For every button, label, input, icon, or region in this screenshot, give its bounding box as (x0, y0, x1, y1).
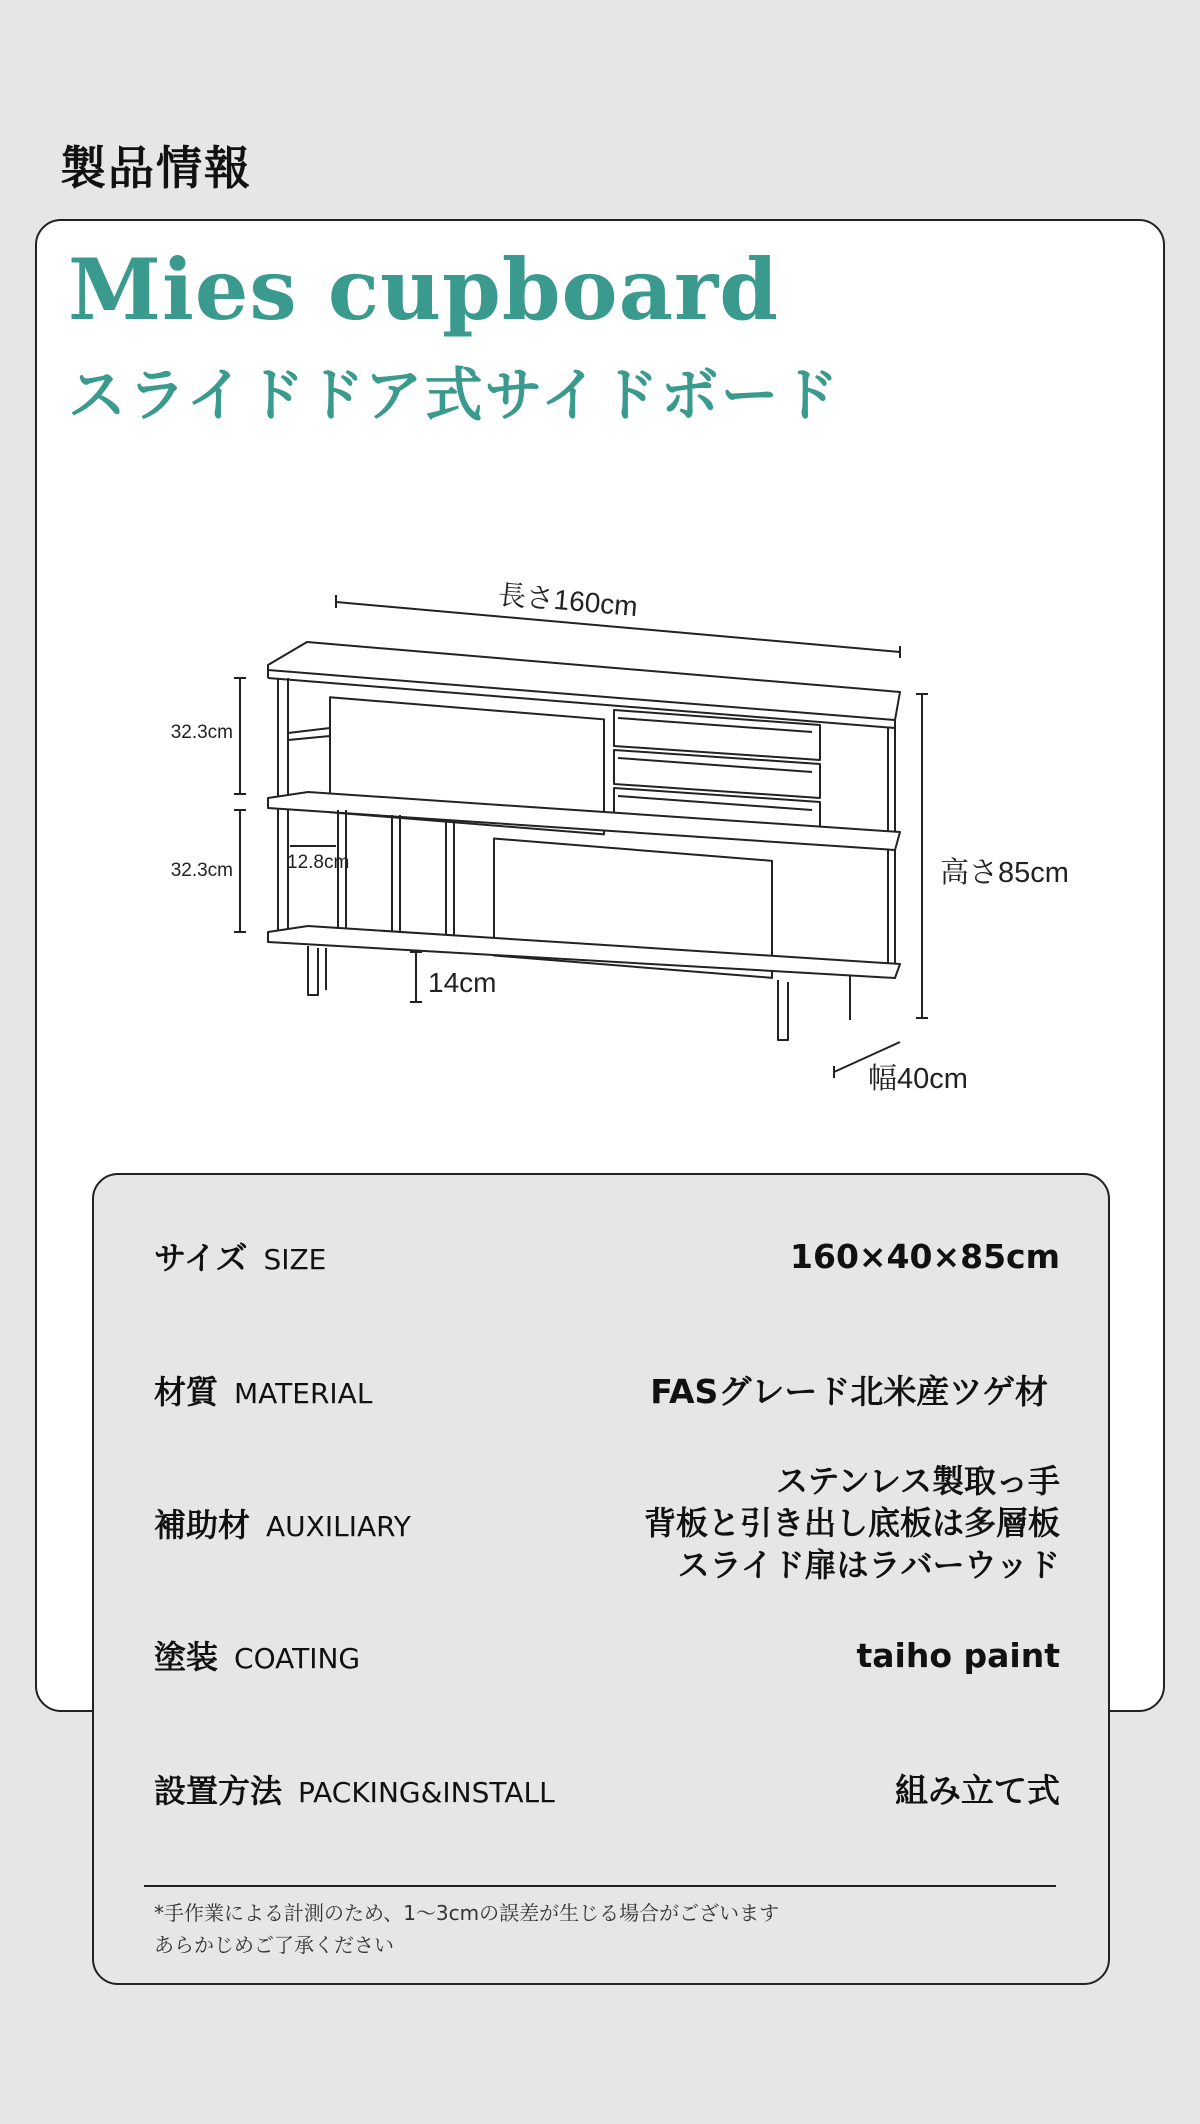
spec-coating-jp: 塗装 (154, 1638, 219, 1676)
spec-material-en: MATERIAL (234, 1376, 373, 1410)
spec-row-coating (154, 1632, 1060, 1678)
height-label: 高さ85cm (940, 857, 1069, 889)
shelf-lower-label: 32.3cm (170, 860, 233, 881)
cupboard-dimension-diagram (140, 570, 1100, 1110)
note-divider (144, 1885, 1056, 1887)
spec-auxiliary-line-1: ステンレス製取っ手 (775, 1462, 1060, 1500)
spec-label-material (154, 1367, 372, 1413)
depth-label: 幅40cm (868, 1063, 968, 1095)
leg-label: 14cm (428, 967, 497, 998)
spec-coating-en: COATING (234, 1642, 361, 1675)
spec-label-coating (154, 1632, 360, 1678)
length-label: 長さ160cm (496, 578, 639, 623)
spec-row-auxiliary (154, 1460, 1060, 1586)
measurement-note (154, 1897, 779, 1961)
spec-coating-value: taiho paint (856, 1635, 1060, 1675)
spec-row-install (154, 1765, 1060, 1812)
spec-auxiliary-value (644, 1460, 1060, 1586)
product-name: Mies cupboard (68, 240, 780, 339)
leg-right (778, 980, 788, 1040)
spec-size-jp: サイズ (154, 1239, 248, 1277)
note-line-1: *手作業による計測のため、1～3cmの誤差が生じる場合がございます (154, 1901, 780, 1925)
spec-size-value: 160×40×85cm (790, 1236, 1060, 1276)
spec-install-jp: 設置方法 (154, 1771, 283, 1810)
spec-label-size (154, 1233, 326, 1279)
shelf-upper-label: 32.3cm (170, 722, 233, 743)
spec-row-size (154, 1233, 1060, 1279)
spec-install-en: PACKING&INSTALL (298, 1775, 555, 1809)
note-line-2: あらかじめご了承ください (154, 1933, 394, 1957)
spec-material-jp: 材質 (154, 1372, 219, 1411)
spec-label-auxiliary (154, 1500, 411, 1546)
spec-auxiliary-en: AUXILIARY (266, 1510, 411, 1543)
spec-size-en: SIZE (263, 1243, 327, 1276)
leg-left (308, 946, 318, 995)
spec-row-material (154, 1366, 1060, 1413)
spec-auxiliary-line-3: スライド扉はラバーウッド (677, 1546, 1060, 1584)
product-subtitle: スライドドア式サイドボード (68, 361, 841, 429)
spec-label-install (154, 1766, 555, 1812)
spec-auxiliary-jp: 補助材 (154, 1506, 251, 1544)
spec-auxiliary-line-2: 背板と引き出し底板は多層板 (643, 1504, 1060, 1542)
compartment-label: 12.8cm (287, 852, 350, 873)
section-title: 製品情報 (60, 141, 252, 195)
spec-install-value: 組み立て式 (895, 1771, 1060, 1810)
spec-material-value: FASグレード北米産ツゲ材 (650, 1372, 1048, 1411)
